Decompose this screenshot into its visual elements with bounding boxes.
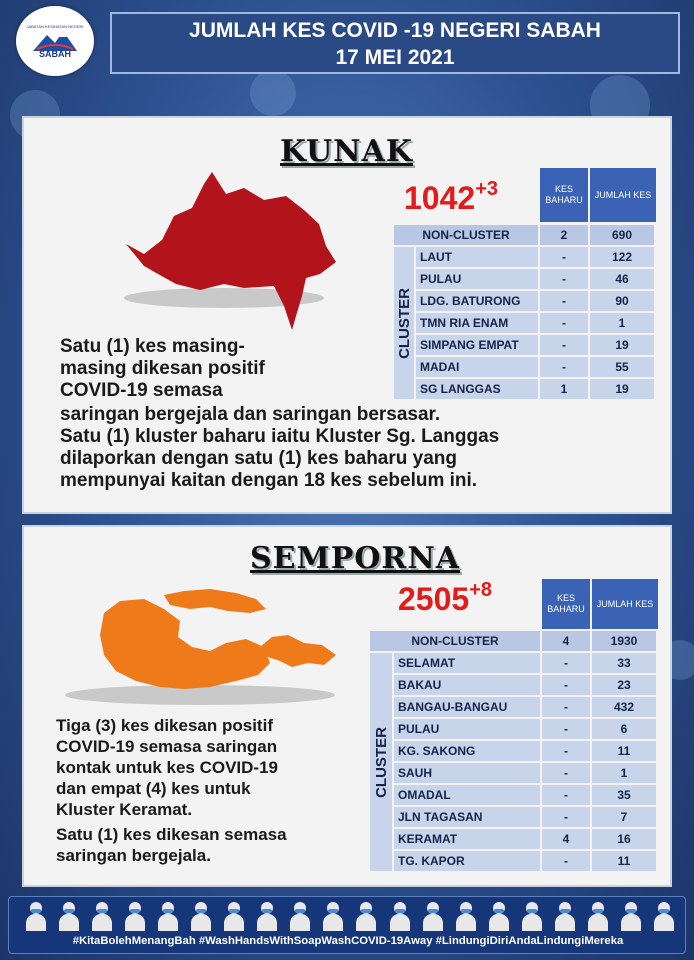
cluster-jumlah-kes: 1: [592, 763, 658, 783]
person-icon: [355, 901, 377, 931]
kunak-title: KUNAK: [280, 134, 413, 169]
title-line-1: JUMLAH KES COVID -19 NEGERI SABAH: [189, 19, 601, 42]
kunak-header-kes-baharu: KES BAHARU: [540, 168, 588, 222]
desc-line: Satu (1) kes dikesan semasa: [56, 825, 287, 844]
logo-small-text: JABATAN KESIHATAN NEGERI: [26, 23, 84, 29]
page-title: [110, 12, 680, 74]
footer-banner: [8, 896, 686, 954]
desc-line: Satu (1) kluster baharu iaitu Kluster Sg. Langgas: [60, 426, 500, 447]
table-row: [416, 313, 656, 333]
cluster-name: BANGAU-BANGAU: [394, 697, 542, 717]
row-jumlah-kes: 1930: [592, 631, 658, 651]
kunak-total-value: 1042: [404, 180, 476, 216]
kunak-description-short: [60, 336, 265, 402]
cluster-name: SG LANGGAS: [416, 379, 540, 399]
table-row: [394, 741, 658, 761]
table-row: [416, 335, 656, 355]
cluster-jumlah-kes: 122: [590, 247, 656, 267]
cluster-kes-baharu: -: [540, 357, 590, 377]
person-icon: [322, 901, 344, 931]
cluster-kes-baharu: -: [540, 335, 590, 355]
semporna-panel: [22, 525, 672, 887]
table-row: [416, 379, 656, 399]
desc-line: dan empat (4) kes untuk: [56, 779, 251, 798]
person-icon: [455, 901, 477, 931]
table-row: [416, 291, 656, 311]
row-name: NON-CLUSTER: [394, 225, 540, 245]
cluster-jumlah-kes: 90: [590, 291, 656, 311]
desc-line: saringan bergejala dan saringan bersasar.: [60, 404, 441, 425]
virus-decoration: [250, 70, 296, 116]
person-icon: [521, 901, 543, 931]
table-row: [394, 653, 658, 673]
person-icon: [91, 901, 113, 931]
cluster-name: LDG. BATURONG: [416, 291, 540, 311]
table-row: [394, 851, 658, 871]
semporna-title: SEMPORNA: [250, 541, 461, 576]
cluster-jumlah-kes: 19: [590, 335, 656, 355]
cluster-label-text: CLUSTER: [395, 287, 413, 359]
cluster-jumlah-kes: 1: [590, 313, 656, 333]
cluster-jumlah-kes: 16: [592, 829, 658, 849]
cluster-jumlah-kes: 55: [590, 357, 656, 377]
semporna-cluster-label: [370, 653, 392, 871]
row-name: NON-CLUSTER: [370, 631, 542, 651]
cluster-kes-baharu: -: [542, 697, 592, 717]
desc-line: mempunyai kaitan dengan 18 kes sebelum ini.: [60, 470, 478, 491]
cluster-name: KERAMAT: [394, 829, 542, 849]
kunak-description-long: [60, 404, 499, 492]
footer-hashtags: #KitaBolehMenangBah #WashHandsWithSoapWashCOVID-19Away #LindungiDiriAndaLindungiMereka: [72, 935, 624, 947]
kunak-header-jumlah-kes: JUMLAH KES: [590, 168, 656, 222]
cluster-kes-baharu: -: [540, 291, 590, 311]
person-icon: [58, 901, 80, 931]
kunak-total: [404, 178, 498, 217]
cluster-name: TMN RIA ENAM: [416, 313, 540, 333]
cluster-name: MADAI: [416, 357, 540, 377]
semporna-header-kes-baharu: KES BAHARU: [542, 579, 590, 629]
cluster-kes-baharu: -: [542, 763, 592, 783]
table-row: [416, 357, 656, 377]
person-icon: [587, 901, 609, 931]
cluster-kes-baharu: -: [542, 675, 592, 695]
cluster-kes-baharu: -: [542, 741, 592, 761]
cluster-name: LAUT: [416, 247, 540, 267]
person-icon: [488, 901, 510, 931]
person-icon: [223, 901, 245, 931]
logo-text: SABAH: [38, 48, 71, 59]
desc-line: Kluster Keramat.: [56, 800, 193, 819]
desc-line: Satu (1) kes masing-: [60, 336, 245, 357]
cluster-name: PULAU: [416, 269, 540, 289]
mountain-icon: [33, 29, 77, 51]
semporna-description: [56, 715, 287, 866]
semporna-non-cluster-row: [370, 631, 658, 651]
desc-line: COVID-19 semasa: [60, 380, 223, 401]
table-row: [416, 247, 656, 267]
cluster-name: TG. KAPOR: [394, 851, 542, 871]
person-icon: [157, 901, 179, 931]
person-icon: [389, 901, 411, 931]
cluster-jumlah-kes: 33: [592, 653, 658, 673]
row-jumlah-kes: 690: [590, 225, 656, 245]
desc-line: kontak untuk kes COVID-19: [56, 758, 279, 777]
cluster-jumlah-kes: 46: [590, 269, 656, 289]
semporna-header-jumlah-kes: JUMLAH KES: [592, 579, 658, 629]
cluster-jumlah-kes: 35: [592, 785, 658, 805]
table-row: [394, 829, 658, 849]
desc-line: COVID-19 semasa saringan: [56, 737, 278, 756]
cluster-jumlah-kes: 19: [590, 379, 656, 399]
cluster-name: SELAMAT: [394, 653, 542, 673]
cluster-kes-baharu: -: [542, 719, 592, 739]
table-row: [394, 675, 658, 695]
cluster-kes-baharu: 4: [542, 829, 592, 849]
semporna-new-cases: +8: [469, 579, 492, 601]
cluster-label-text: CLUSTER: [372, 726, 390, 798]
cluster-jumlah-kes: 6: [592, 719, 658, 739]
kunak-cluster-label: [394, 247, 414, 399]
table-row: [394, 763, 658, 783]
person-icon: [554, 901, 576, 931]
table-row: [394, 807, 658, 827]
semporna-map: [60, 585, 350, 717]
cluster-jumlah-kes: 432: [592, 697, 658, 717]
desc-line: Tiga (3) kes dikesan positif: [56, 716, 273, 735]
person-icon: [422, 901, 444, 931]
kunak-map: [114, 166, 354, 336]
kunak-panel: [22, 116, 672, 514]
table-row: [394, 697, 658, 717]
cluster-name: BAKAU: [394, 675, 542, 695]
person-icon: [256, 901, 278, 931]
table-row: [416, 269, 656, 289]
cluster-name: JLN TAGASAN: [394, 807, 542, 827]
table-row: [394, 719, 658, 739]
semporna-total-value: 2505: [398, 581, 470, 617]
desc-line: masing dikesan positif: [60, 358, 265, 379]
cluster-name: SAUH: [394, 763, 542, 783]
cluster-kes-baharu: -: [542, 851, 592, 871]
desc-line: saringan bergejala.: [56, 846, 211, 865]
title-line-2: 17 MEI 2021: [335, 46, 455, 69]
person-icon: [620, 901, 642, 931]
frontliner-figures: [25, 901, 675, 933]
desc-line: dilaporkan dengan satu (1) kes baharu yang: [60, 448, 457, 469]
person-icon: [25, 901, 47, 931]
cluster-kes-baharu: -: [542, 653, 592, 673]
kunak-non-cluster-row: [394, 225, 656, 245]
cluster-name: PULAU: [394, 719, 542, 739]
cluster-kes-baharu: -: [540, 247, 590, 267]
cluster-kes-baharu: -: [542, 785, 592, 805]
person-icon: [653, 901, 675, 931]
cluster-kes-baharu: -: [540, 269, 590, 289]
table-row: [394, 785, 658, 805]
cluster-jumlah-kes: 11: [592, 741, 658, 761]
person-icon: [190, 901, 212, 931]
cluster-kes-baharu: -: [542, 807, 592, 827]
person-icon: [124, 901, 146, 931]
cluster-name: SIMPANG EMPAT: [416, 335, 540, 355]
cluster-jumlah-kes: 23: [592, 675, 658, 695]
cluster-name: KG. SAKONG: [394, 741, 542, 761]
row-kes-baharu: 2: [540, 225, 590, 245]
row-kes-baharu: 4: [542, 631, 592, 651]
cluster-name: OMADAL: [394, 785, 542, 805]
sabah-health-logo: [16, 6, 94, 76]
person-icon: [289, 901, 311, 931]
cluster-jumlah-kes: 7: [592, 807, 658, 827]
kunak-new-cases: +3: [475, 178, 498, 200]
cluster-kes-baharu: 1: [540, 379, 590, 399]
semporna-total: [398, 579, 492, 618]
cluster-kes-baharu: -: [540, 313, 590, 333]
cluster-jumlah-kes: 11: [592, 851, 658, 871]
